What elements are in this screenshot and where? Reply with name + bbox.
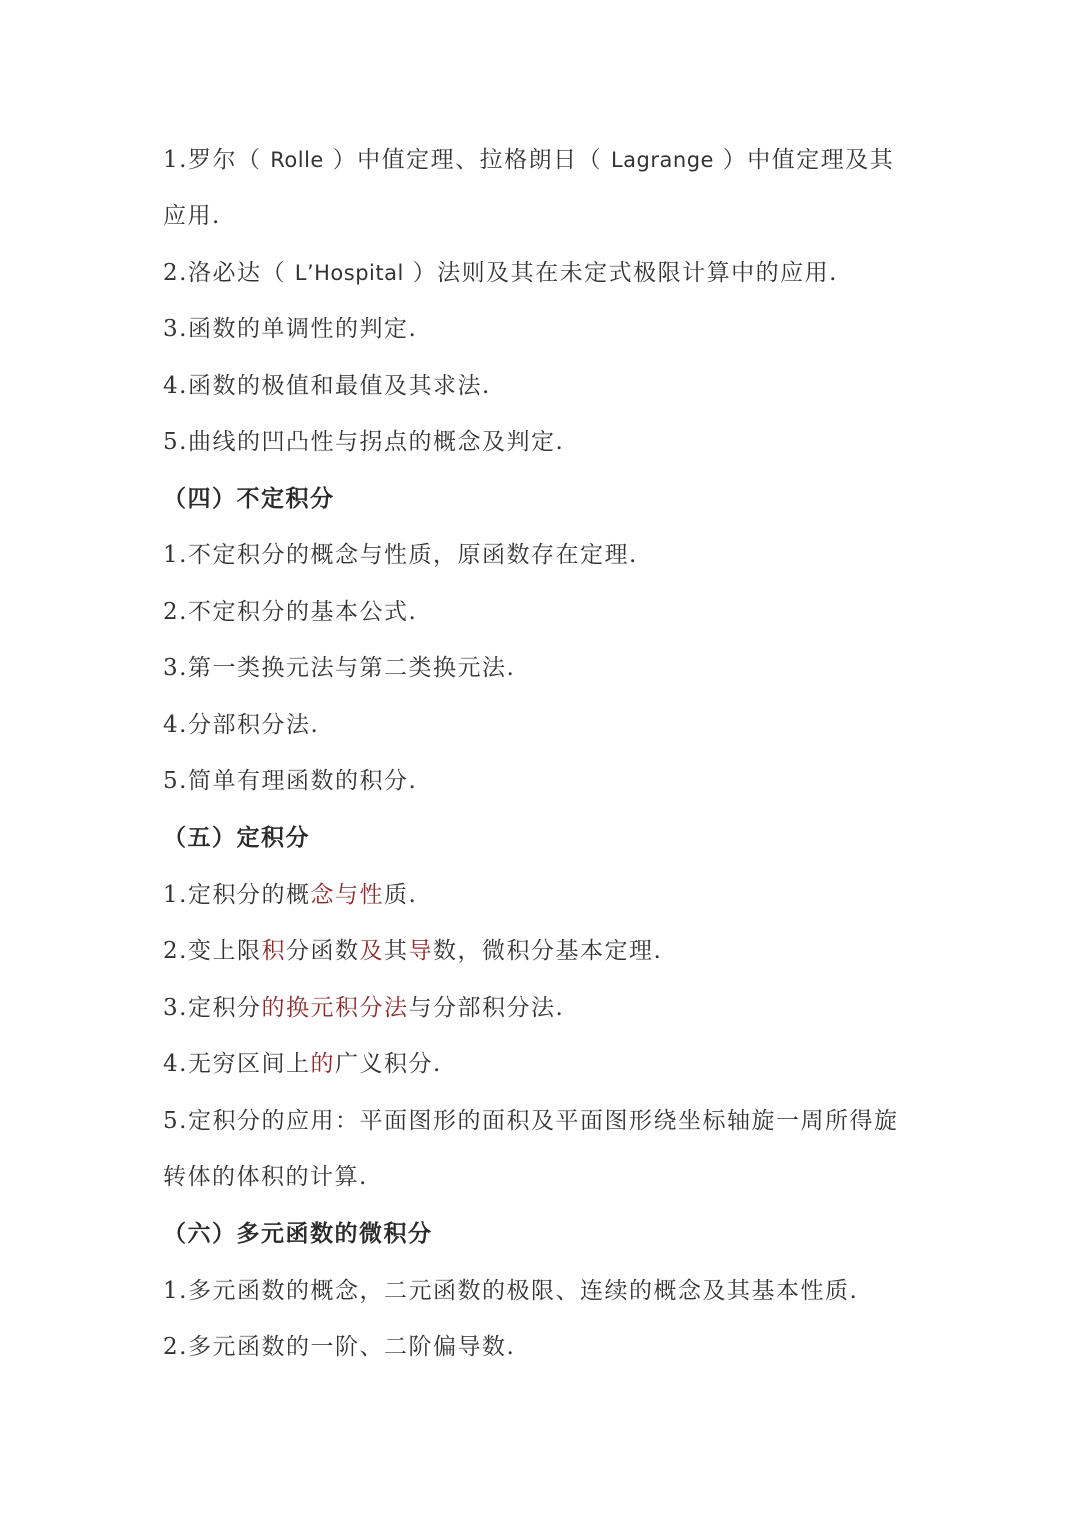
s3-item1-line1 [163,140,943,180]
s4-item4: 4.分部积分法. [163,712,320,738]
s5-item2-highlight-2: 及 [359,938,384,964]
s3-item3: 3.函数的单调性的判定. [163,316,418,342]
s5-item2-highlight-1: 积 [261,938,286,964]
s6-item1: 1.多元函数的概念，二元函数的极限、连续的概念及其基本性质. [163,1278,859,1304]
s4-item5: 5.简单有理函数的积分. [163,768,418,794]
s5-item3-text-b: 与分部积分法. [408,995,565,1021]
s5-item4-text-b: 广义积分. [334,1051,442,1077]
s3-item2-text-a: 2.洛必达（ [163,260,295,286]
s5-item2-text-a: 2.变上限 [163,938,262,964]
s3-item4: 4.函数的极值和最值及其求法. [163,373,491,399]
s5-item1-highlight: 念与性 [310,882,384,908]
section6-heading: （六）多元函数的微积分 [163,1220,433,1247]
s3-item2-hospital: L’Hospital [294,261,404,285]
s5-item1-text-a: 1.定积分的概 [163,882,311,908]
s5-item4-text-a: 4.无穷区间上 [163,1051,311,1077]
s5-item2-text-b: 分函数 [285,938,360,964]
s4-item1: 1.不定积分的概念与性质，原函数存在定理. [163,542,638,568]
s5-item3 [163,988,943,1028]
s4-item3: 3.第一类换元法与第二类换元法. [163,655,516,681]
s5-item1-text-b: 质. [383,882,418,908]
section4-heading: （四）不定积分 [163,485,335,512]
s3-item1-text-c: ）中值定理及其 [713,147,895,173]
s5-item3-text-a: 3.定积分 [163,995,262,1021]
s3-item2-text-b: ）法则及其在未定式极限计算中的应用. [403,260,838,286]
s6-item2: 2.多元函数的一阶、二阶偏导数. [163,1334,516,1360]
s3-item1-text-b: ）中值定理、拉格朗日（ [323,147,611,173]
s5-item1 [163,875,943,915]
s3-item1-line2: 应用. [163,203,221,229]
s3-item2 [163,253,943,293]
s5-item2-text-c: 其 [383,938,409,964]
s3-item1-lagrange: Lagrange [610,148,714,172]
s5-item2 [163,931,943,971]
s3-item1-text-a: 1.罗尔（ [163,147,271,173]
section5-heading: （五）定积分 [163,824,310,851]
s5-item2-text-d: 数，微积分基本定理. [432,938,663,964]
s5-item5-line1: 5.定积分的应用：平面图形的面积及平面图形绕坐标轴旋一周所得旋 [163,1108,899,1134]
s4-item2: 2.不定积分的基本公式. [163,599,418,625]
s5-item2-highlight-3: 导 [408,938,433,964]
s5-item5-line2: 转体的体积的计算. [163,1164,368,1190]
s5-item4 [163,1044,943,1084]
s3-item1-rolle: Rolle [270,148,324,172]
s3-item5: 5.曲线的凹凸性与拐点的概念及判定. [163,429,565,455]
s5-item4-highlight: 的 [310,1051,335,1077]
s5-item3-highlight: 的换元积分法 [261,995,409,1021]
